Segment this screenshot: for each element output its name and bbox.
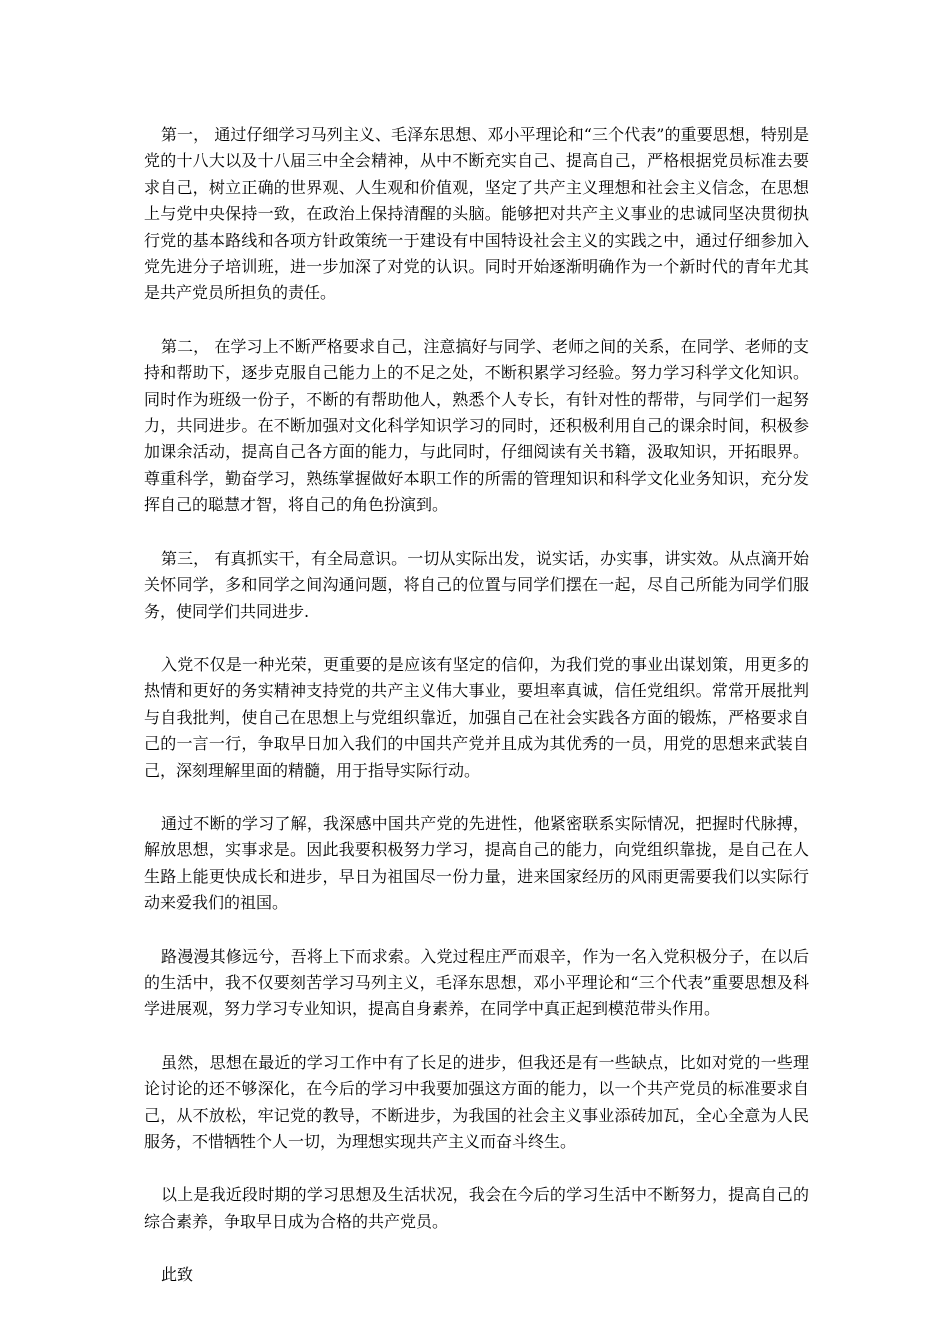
paragraph-third: 第三， 有真抓实干，有全局意识。一切从实际出发，说实话，办实事，讲实效。从点滴开始关怀同学，多和同学之间沟通问题，将自己的位置与同学们摆在一起，尽自己所能为同学们服务，使同学们共同进步. [144, 548, 809, 621]
paragraph-shortcomings: 虽然，思想在最近的学习工作中有了长足的进步，但我还是有一些缺点，比如对党的一些理论讨论的还不够深化，在今后的学习中我要加强这方面的能力，以一个共产党员的标准要求自己，从不放松，牢记党的教导，不断进步，为我国的社会主义事业添砖加瓦，全心全意为人民服务，不惜牺牲个人一切，为理想实现共产主义而奋斗终生。 [144, 1052, 809, 1151]
paragraph-joining-party: 入党不仅是一种光荣，更重要的是应该有坚定的信仰，为我们党的事业出谋划策，用更多的热情和更好的务实精神支持党的共产主义伟大事业，要坦率真诚，信任党组织。常常开展批判与自我批判，使自己在思想上与党组织靠近，加强自己在社会实践各方面的锻炼，严格要求自己的一言一行，争取早日加入我们的中国共产党并且成为其优秀的一员，用党的思想来武装自己，深刻理解里面的精髓，用于指导实际行动。 [144, 654, 809, 780]
document-body [144, 122, 809, 1289]
paragraph-long-road: 路漫漫其修远兮，吾将上下而求索。入党过程庄严而艰辛，作为一名入党积极分子，在以后的生活中，我不仅要刻苦学习马列主义，毛泽东思想，邓小平理论和“三个代表”重要思想及科学进展观，努力学习专业知识，提高自身素养，在同学中真正起到模范带头作用。 [144, 946, 809, 1019]
paragraph-summary: 以上是我近段时期的学习思想及生活状况，我会在今后的学习生活中不断努力，提高自己的综合素养，争取早日成为合格的共产党员。 [144, 1185, 809, 1231]
paragraph-learning: 通过不断的学习了解，我深感中国共产党的先进性，他紧密联系实际情况，把握时代脉搏，解放思想，实事求是。因此我要积极努力学习，提高自己的能力，向党组织靠拢，是自己在人生路上能更快成长和进步，早日为祖国尽一份力量，进来国家经历的风雨更需要我们以实际行动来爱我们的祖国。 [144, 813, 809, 913]
closing-salutation: 此致 [161, 1265, 194, 1285]
paragraph-first: 第一， 通过仔细学习马列主义、毛泽东思想、邓小平理论和“三个代表”的重要思想，特别是党的十八大以及十八届三中全会精神，从中不断充实自己、提高自己，严格根据党员标准去要求自己，树立正确的世界观、人生观和价值观，坚定了共产主义理想和社会主义信念，在思想上与党中央保持一致，在政治上保持清醒的头脑。能够把对共产主义事业的忠诚同坚决贯彻执行党的基本路线和各项方针政策统一于建设有中国特设社会主义的实践之中，通过仔细参加入党先进分子培训班，进一步加深了对党的认识。同时开始逐渐明确作为一个新时代的青年尤其是共产党员所担负的责任。 [144, 125, 809, 303]
paragraph-second: 第二， 在学习上不断严格要求自己，注意搞好与同学、老师之间的关系，在同学、老师的支持和帮助下，逐步克服自己能力上的不足之处，不断积累学习经验。努力学习科学文化知识。同时作为班级一份子，不断的有帮助他人，熟悉个人专长，有针对性的帮带，与同学们一起努力，共同进步。在不断加强对文化科学知识学习的同时，还积极利用自己的课余时间，积极参加课余活动，提高自己各方面的能力，与此同时，仔细阅读有关书籍，汲取知识，开拓眼界。尊重科学，勤奋学习，熟练掌握做好本职工作的所需的管理知识和科学文化业务知识，充分发挥自己的聪慧才智，将自己的角色扮演到。 [144, 336, 809, 515]
